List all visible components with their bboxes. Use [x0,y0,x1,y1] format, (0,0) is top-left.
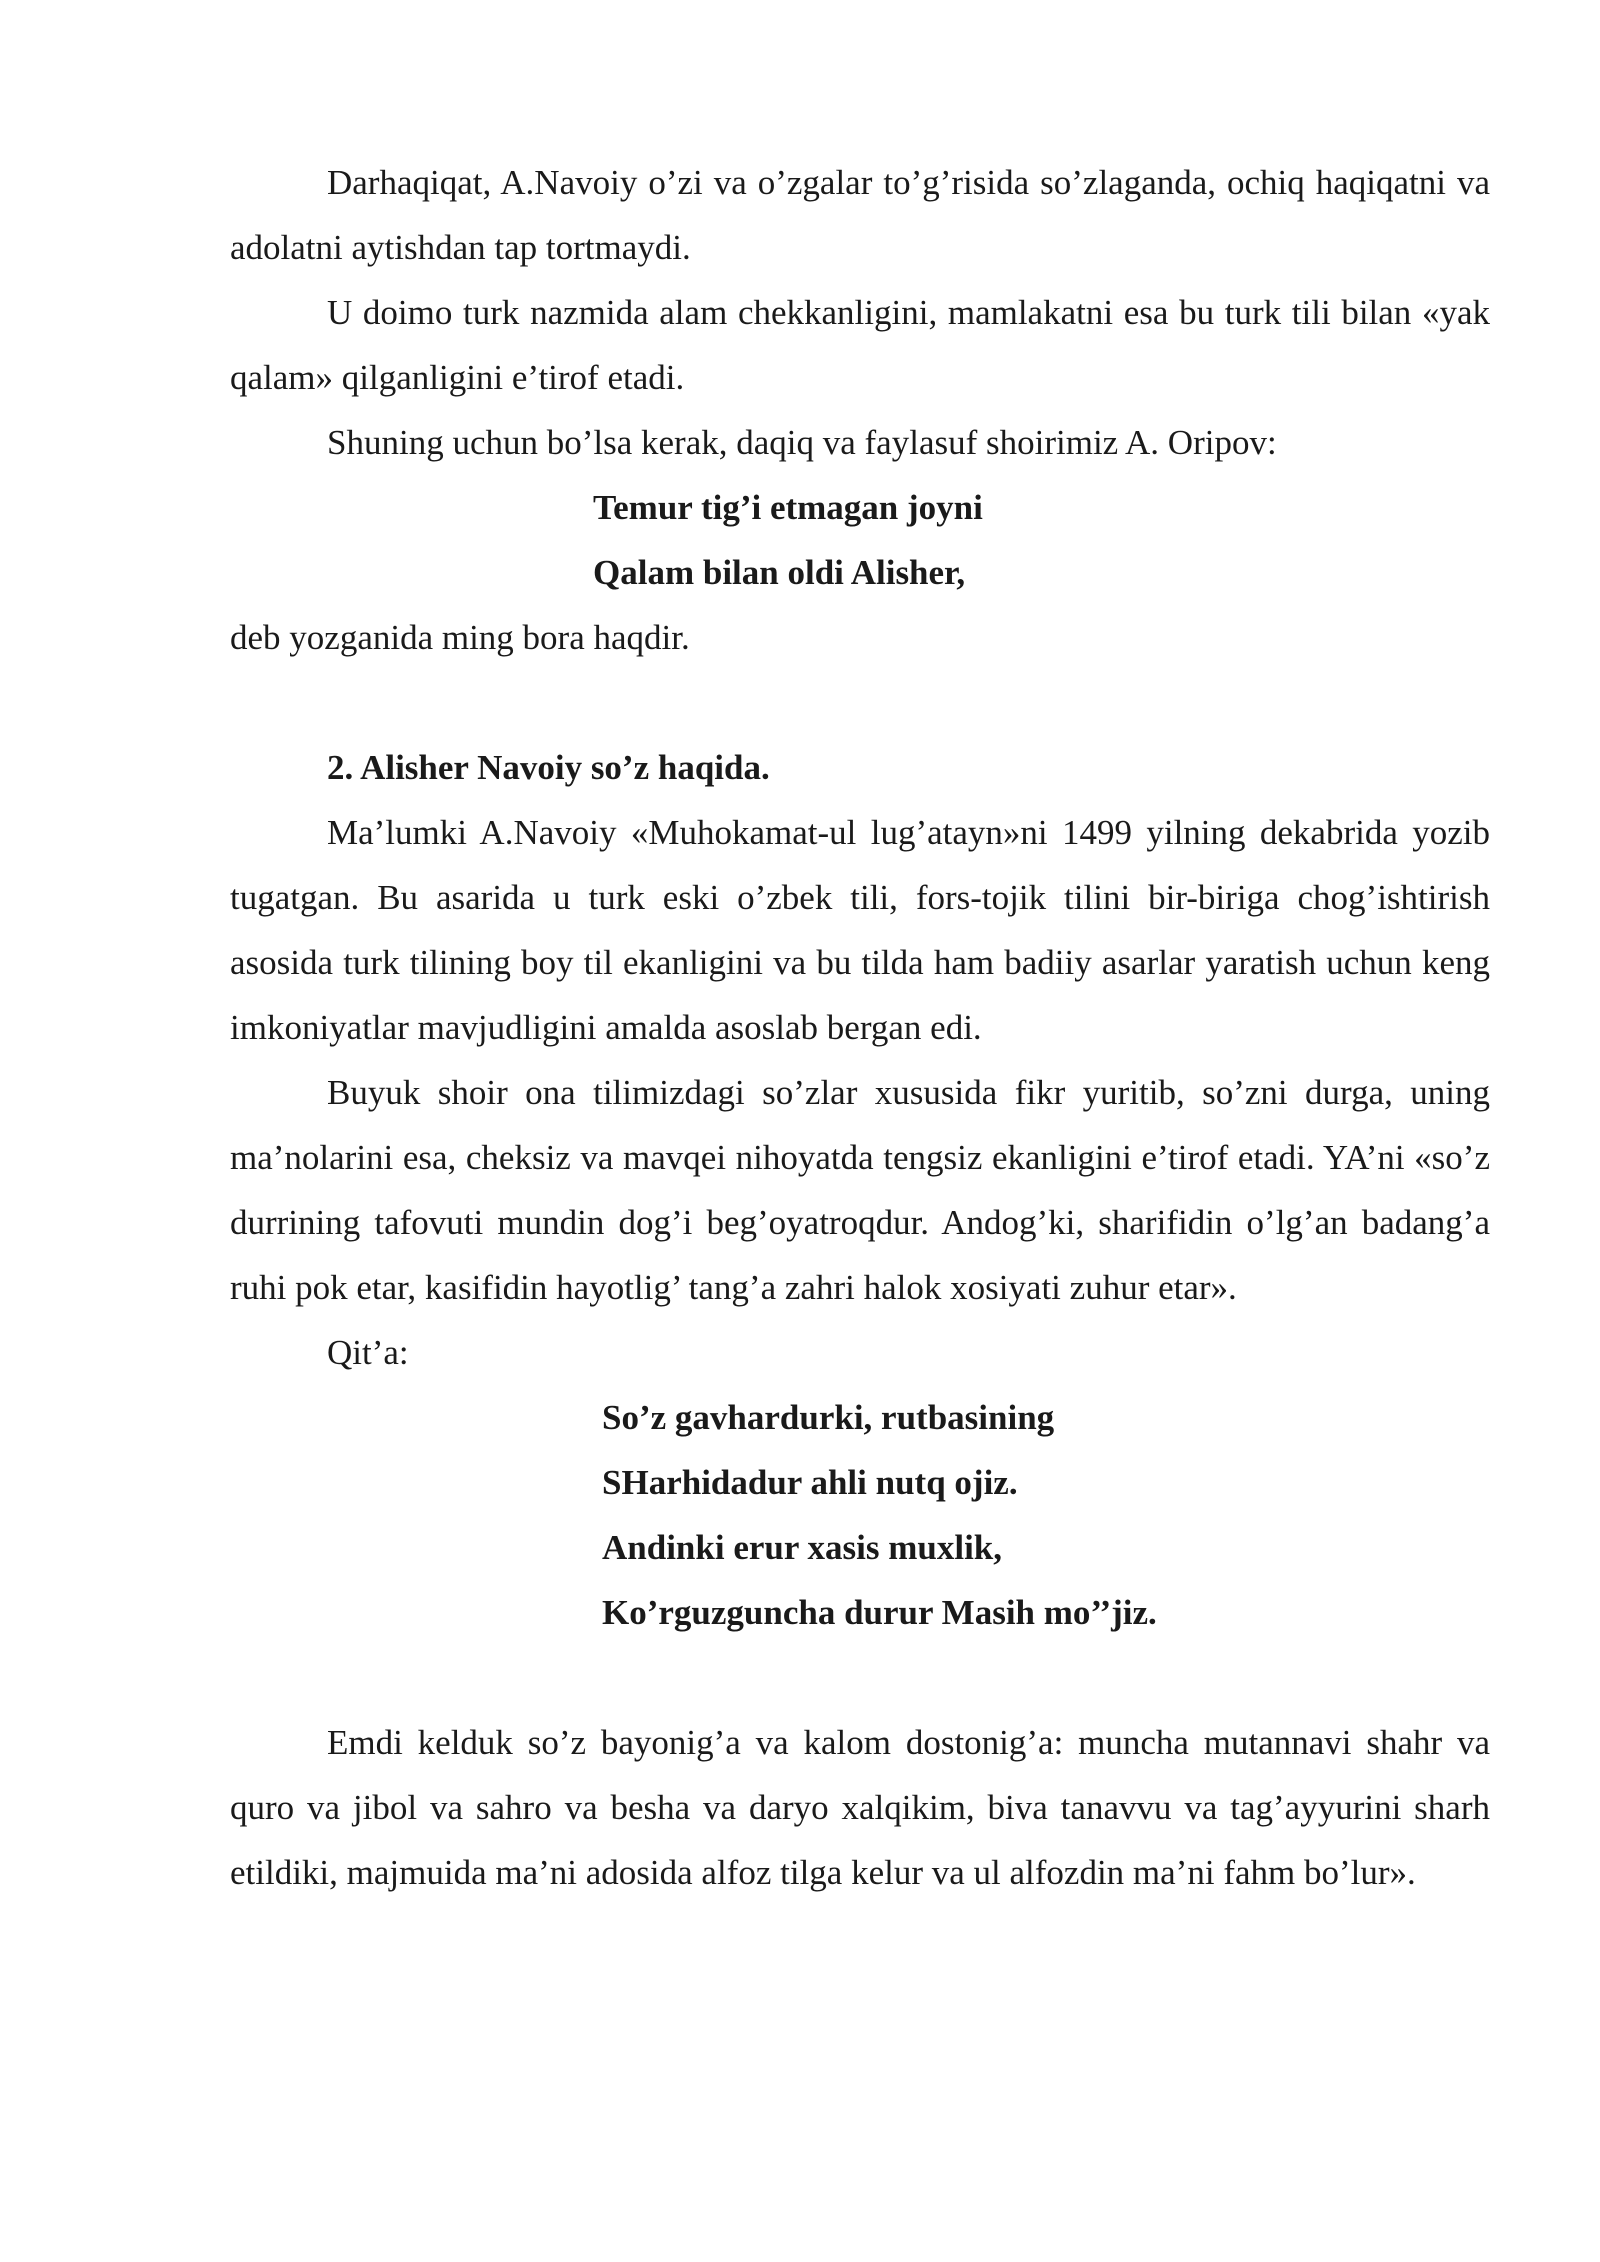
verse-1 [230,475,1490,605]
verse-line: Andinki erur xasis muxlik, [602,1528,1003,1567]
paragraph-4: deb yozganida ming bora haqdir. [230,618,690,657]
verse-line: Ko’rguzguncha durur Masih mo’’jiz. [602,1593,1157,1632]
section-heading: 2. Alisher Navoiy so’z haqida. [327,748,770,787]
verse-line: Temur tig’i etmagan joyni [593,488,983,527]
paragraph-1: Darhaqiqat, A.Navoiy o’zi va o’zgalar to’g’risida so’zlaganda, ochiq haqiqatni va adolatni aytishdan tap tortmaydi. [230,163,1490,267]
verse-line: SHarhidadur ahli nutq ojiz. [602,1463,1018,1502]
paragraph-5: Ma’lumki A.Navoiy «Muhokamat-ul lug’atayn»ni 1499 yilning dekabrida yozib tugatgan. Bu asarida u turk eski o’zbek tili, fors-tojik tilini bir-biriga chog’ishtirish asosida turk tilining boy til ekanligini va bu tilda ham badiiy asarlar yaratish uchun keng imkoniyatlar mavjudligini amalda asoslab bergan edi. [230,813,1490,1047]
paragraph-7: Qit’a: [327,1333,409,1372]
verse-2 [230,1385,1490,1645]
paragraph-8: Emdi kelduk so’z bayonig’a va kalom dostonig’a: muncha mutannavi shahr va quro va jibol va sahro va besha va daryo xalqikim, biva tanavvu va tag’ayyurini sharh etildiki, majmuida ma’ni adosida alfoz tilga kelur va ul alfozdin ma’ni fahm bo’lur». [230,1723,1490,1892]
verse-line: So’z gavhardurki, rutbasining [602,1398,1055,1437]
paragraph-6: Buyuk shoir ona tilimizdagi so’zlar xususida fikr yuritib, so’zni durga, uning ma’nolarini esa, cheksiz va mavqei nihoyatda tengsiz ekanligini e’tirof etadi. YA’ni «so’z durrining tafovuti mundin dog’i beg’oyatroqdur. Andog’ki, sharifidin o’lg’an badang’a ruhi pok etar, kasifidin hayotlig’ tang’a zahri halok xosiyati zuhur etar». [230,1073,1490,1307]
verse-line: Qalam bilan oldi Alisher, [593,553,966,592]
blank-line [230,1645,1490,1710]
paragraph-2: U doimo turk nazmida alam chekkanligini, mamlakatni esa bu turk tili bilan «yak qalam» qilganligini e’tirof etadi. [230,293,1490,397]
blank-line [230,670,1490,735]
paragraph-3: Shuning uchun bo’lsa kerak, daqiq va faylasuf shoirimiz A. Oripov: [327,423,1277,462]
document-page [230,150,1490,1905]
